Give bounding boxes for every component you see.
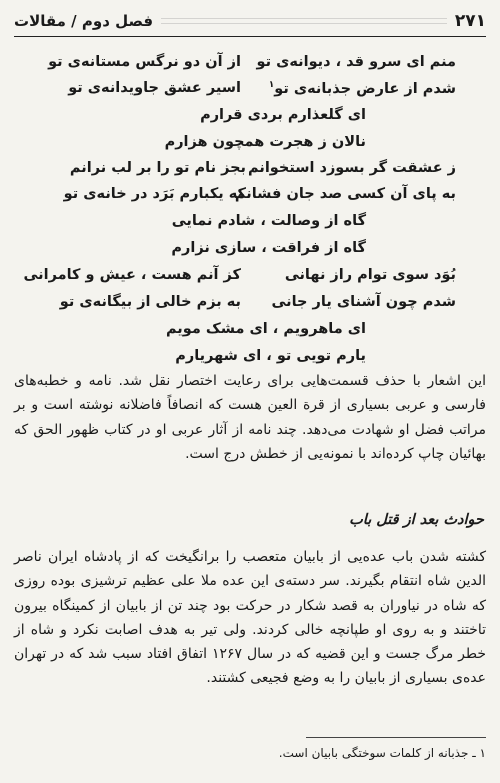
hemistich: منم ای سرو قد ، دیوانه‌ی تو xyxy=(256,54,456,70)
refrain-text: گاه از وصالت ، شادم نمایی xyxy=(171,213,366,229)
paragraph-text: این اشعار با حذف قسمت‌هایی برای رعایت اختصار نقل شد. نامه و خطبه‌های فارسی و عربی بسیاری از قرة العین هست که انصافاً فاضلانه نوشته است و بر مراتب فضل او شهادت می‌دهد. چند نامه از آثار عربی او در کتاب ظهور الحق که بهائیان چاپ کرده‌اند با نمونه‌یی از خطش درج است. xyxy=(14,373,486,462)
hemistich: بُوَد سوی توام راز نهانی xyxy=(284,267,456,283)
footnote: ۱ ـ جذبانه از کلمات سوختگی بابیان است. xyxy=(278,746,486,760)
refrain-text: ای ماهرویم ، ای مشک مویم xyxy=(165,321,366,337)
page-number: ۲۷۱ xyxy=(454,11,486,31)
refrain-text: ای گلعذارم بردی قرارم xyxy=(200,107,366,123)
running-header xyxy=(14,6,486,37)
hemistich: ز عشقت گر بسوزد استخوانم xyxy=(248,160,456,176)
refrain-text: نالان ز هجرت همچون هزارم xyxy=(164,134,366,150)
chapter-title: فصل دوم / مقالات xyxy=(14,12,154,30)
header-rule xyxy=(161,18,447,24)
body-paragraph xyxy=(14,369,486,466)
hemistich: کز آنم هست ، عیش و کامرانی xyxy=(23,267,241,283)
hemistich xyxy=(269,80,456,97)
hemistich: به پای آن کسی صد جان فشانم xyxy=(234,186,456,202)
hemistich: که یکبارم بَرَد در خانه‌ی تو xyxy=(63,186,246,202)
hemistich: شدم چون آشنای یار جانی xyxy=(271,294,456,310)
footnote-marker: ۱ xyxy=(268,80,275,90)
paragraph-text: کشته شدن باب عده‌یی از بابیان متعصب را برانگیخت که از پادشاه ایران ناصر الدین شاه انتقام بگیرند. سر دسته‌ی این عده ملا علی عظیم ترشیزی بوده روزی که شاه در نیاوران به قصد شکار در حرکت بود چند تن از بابیان از کمینگاه بیرون تاختند و به روی او طپانچه خالی کردند. ولی تیر به هدف اصابت نکرد و شاه از خطر مرگ جست و این قضیه که در سال ۱۲۶۷ اتفاق افتاد سبب شد که در تهران عده‌ی بسیاری از بابیان را به وضع فجیعی کشتند. xyxy=(14,549,486,687)
section-heading: حوادث بعد از قتل باب xyxy=(349,512,484,528)
refrain-text: یارم تویی تو ، ای شهریارم xyxy=(175,348,366,364)
hemistich-text: شدم از عارض جذبانه‌ی تو xyxy=(274,80,456,97)
hemistich: از آن دو نرگس مستانه‌ی تو xyxy=(48,54,241,70)
refrain-text: گاه از فراقت ، سازی نزارم xyxy=(171,240,366,256)
hemistich: اسیر عشق جاویدانه‌ی تو xyxy=(68,80,241,96)
hemistich: به بزم خالی از بیگانه‌ی تو xyxy=(59,294,241,310)
body-paragraph xyxy=(14,545,486,691)
hemistich: بجز نام تو را بر لب نرانم xyxy=(69,160,246,176)
footnote-divider xyxy=(306,737,486,738)
